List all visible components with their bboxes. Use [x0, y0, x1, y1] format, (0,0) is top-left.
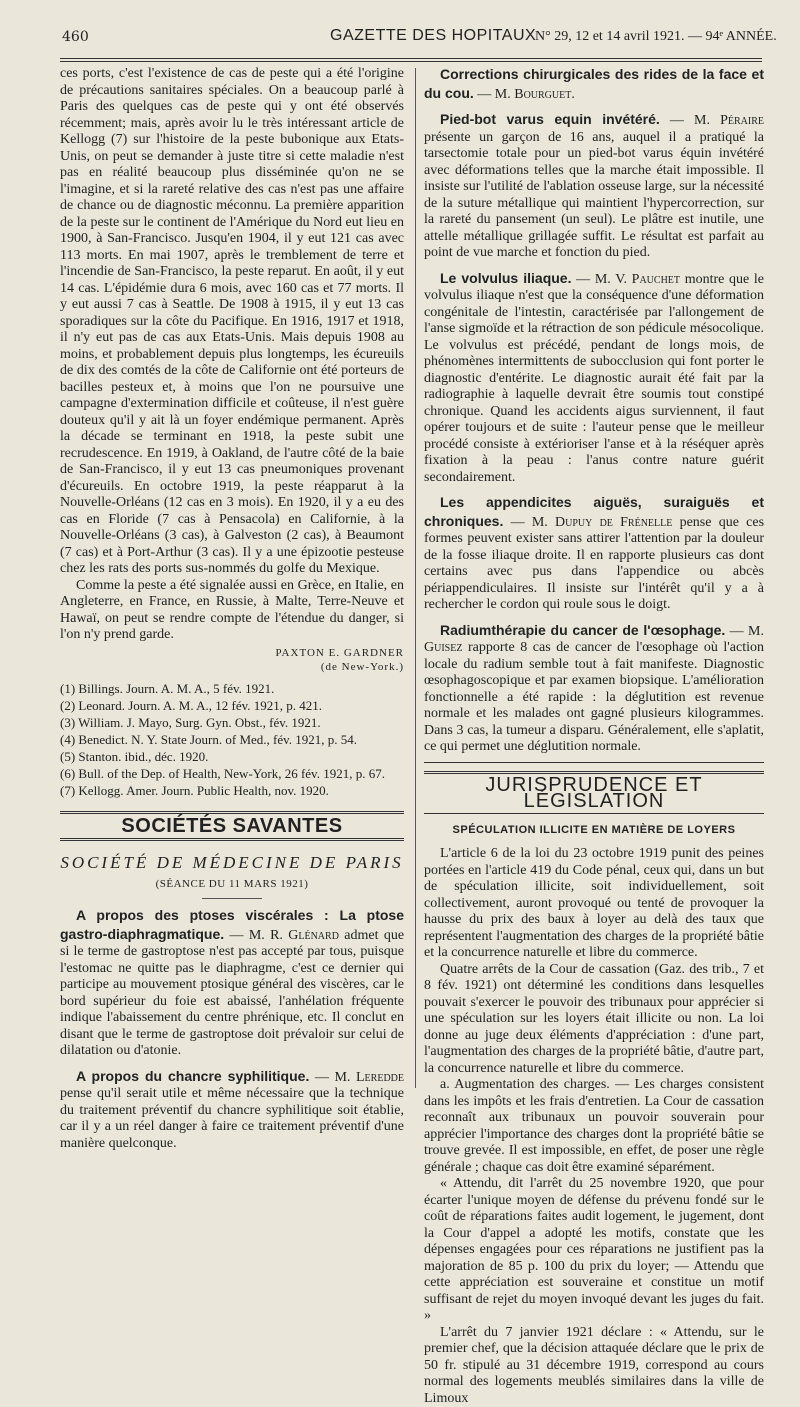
- appendicites-title: Les appendicites aiguës, suraiguës et chroniques.: [424, 494, 764, 529]
- references-list: [60, 680, 404, 799]
- appendicites-author: M. Dupuy de Frénelle: [532, 515, 673, 530]
- chancre-title: A propos du chancre syphilitique.: [76, 1068, 309, 1084]
- jurisprudence-paragraph: L'article 6 de la loi du 23 octobre 1919 punit des peines portées en l'article 419 du Code pénal, ceux qui, dans un but de spéculation illicite, soit individuellement, soit collectivement, auront provoqué ou tenté de provoquer la hausse du prix des baux à loyer au delà des taux que représentent l'augmentation des charges de la propriété bâtie et la concurrence naturelle et libre du commerce.: [424, 846, 764, 962]
- jurisprudence-paragraph: Quatre arrêts de la Cour de cassation (Gaz. des trib., 7 et 8 fév. 1921) ont déterminé les conditions dans lesquelles pouvait s'exercer le pouvoir des tribunaux pour apprécier si une spéculation sur les loyers était illicite ou non. La loi donne au juge deux éléments d'appréciation : d'une part, l'augmentation des charges de la propriété bâtie, d'autre part, la concurrence naturelle et libre du commerce.: [424, 962, 764, 1078]
- pied-title: Pied-bot varus equin invétéré.: [440, 111, 660, 127]
- section-title: SOCIÉTÉS SAVANTES: [60, 811, 404, 842]
- ptoses-author: M. R. Glénard: [249, 928, 339, 943]
- chancre-author: M. Leredde: [334, 1070, 404, 1085]
- volvulus-text: montre que le volvulus iliaque n'est que la conséquence d'une déformation congénitale de l'intestin, caractérisée par l'allongement de l'anse sigmoïde et la rétraction de son pédicule mésocolique. Le volvulus est précédé, pendant de longs mois, de phénomènes intermittents de subocclusion qui font porter le diagnostic d'entérite. Le diagnostic aurait été fait par la radiographie à laquelle devrait être soumis tout constipé chronique. Quand les accidents aigus surviennent, il faut opérer toujours et de suite : l'auteur pense que le meilleur procédé consiste à extérioriser l'anse et à la réséquer après fixation à la peau : l'anus contre nature guérit secondairement.: [424, 272, 764, 485]
- section-divider: [424, 762, 764, 763]
- volvulus-title: Le volvulus iliaque.: [440, 270, 571, 286]
- intro-paragraph: ces ports, c'est l'existence de cas de peste qui a été l'origine de précautions sanitaires spéciales. On a beaucoup parlé à Paris des quelques cas de peste qui y ont été observés récemment; mais, après avoir lu le très intéressant article de Kellogg (7) sur l'histoire de la peste bubonique aux Etats-Unis, on peut se demander à juste titre si cette maladie n'est pas en réalité beaucoup plus disséminée qu'on ne se l'imagine, et si la rareté relative des cas n'est pas une affaire de chance ou de diagnostic méconnu. La première apparition de la peste sur le continent de l'Amérique du Nord eut lieu en 1900, à San-Francisco. Jusqu'en 1904, il y eut 121 cas avec 113 morts. En mai 1907, après le tremblement de terre et l'incendie de San-Francisco, la peste reparut. En août, il y eut 14 cas. L'épidémie dura 6 mois, avec 160 cas et 77 morts. Il y eut aussi 7 cas à Seattle. De 1908 à 1915, il y eut 13 cas sporadiques sur la côte du Pacifique. En 1916, 1917 et 1918, il n'y eut pas de cas aux Etats-Unis. Mais depuis 1908 au moins, et probablement depuis plus longtemps, les écureuils de dix des comtés de la côte de Californie ont été porteurs de bacilles pesteux et, à moins que l'on ne poursuive une campagne d'extermination difficile et coûteuse, il n'est guère douteux qu'il y ait là un foyer endémique permanent. Après la décade se terminant en 1918, la peste subit une recrudescence. En 1919, à Oakland, de l'autre côté de la baie de San-Francisco, il y eut 13 cas pneumoniques provenant d'écureuils. En octobre 1919, la peste réapparut à la Nouvelle-Orléans (12 cas en 3 mois). En 1920, il y a eu des cas en Floride (7 cas à Pensacola) en Californie, à la Nouvelle-Orléans (3 cas), à Galveston (2 cas), à Beaumont (7 cas) et à Port-Arthur (3 cas). Il y a une épizootie pesteuse chez les rats des ports sus-nommés du golfe du Mexique.: [60, 66, 404, 578]
- right-column: [424, 66, 764, 1096]
- reference-item: (6) Bull. of the Dep. of Health, New-York, 26 fév. 1921, p. 67.: [60, 765, 404, 782]
- society-name: SOCIÉTÉ DE MÉDECINE DE PARIS: [60, 855, 404, 872]
- chancre-article: A propos du chancre syphilitique. — M. Leredde pense qu'il serait utile et même nécessaire que la technique du traitement préventif du chancre syphilitique soit établie, car il y a un réel danger à faire ce traitement préventif d'une manière quelconque.: [60, 1068, 404, 1153]
- page-header: [0, 24, 800, 54]
- left-column: [60, 66, 404, 1096]
- signature-name: PAXTON E. GARDNER: [60, 646, 404, 660]
- issue-info: N° 29, 12 et 14 avril 1921. — 94ᵉ ANNÉE.: [535, 29, 777, 45]
- jurisprudence-title: JURISPRUDENCE ET LÉGISLATION: [424, 771, 764, 814]
- column-divider: [415, 68, 416, 1088]
- short-divider: [202, 898, 262, 899]
- radium-title: Radiumthérapie du cancer de l'œsophage.: [440, 622, 725, 638]
- appendicites-article: Les appendicites aiguës, suraiguës et chroniques. — M. Dupuy de Frénelle pense que ces formes peuvent exister sans attirer l'attention par la douleur de la fosse iliaque droite. Il en rapporte plusieurs cas dont certains avec pus dans l'appendice ou abcès périappendiculaires. Il insiste sur l'intérêt qu'il y a à rechercher le cordon qui roule sous le doigt.: [424, 494, 764, 614]
- volvulus-article: Le volvulus iliaque. — M. V. Pauchet montre que le volvulus iliaque n'est que la conséquence d'une déformation congénitale de l'intestin, caractérisée par l'allongement de l'anse sigmoïde et la rétraction de son pédicule mésocolique. Le volvulus est précédé, pendant de longs mois, de phénomènes intermittents de subocclusion qui font porter le diagnostic d'entérite. Le diagnostic aurait été fait par la radiographie à laquelle devrait être soumis tout constipé chronique. Quand les accidents aigus surviennent, il faut opérer toujours et de suite : l'auteur pense que le meilleur procédé consiste à extérioriser l'anse et à la réséquer après fixation à la peau : l'anus contre nature guérit secondairement.: [424, 270, 764, 487]
- intro-paragraph: Comme la peste a été signalée aussi en Grèce, en Italie, en Angleterre, en France, en Russie, à Malte, Terre-Neuve et Hawaï, on peut se rendre compte de l'étendue du danger, si l'on n'y prend garde.: [60, 578, 404, 644]
- ptoses-article: A propos des ptoses viscérales : La ptose gastro-diaphragmatique. — M. R. Glénard admet que si le terme de gastroptose n'est pas accepté par tous, puisque l'estomac ne quitte pas le diaphragme, c'est ce dernier qui participe au mouvement ptosique général des viscères, car le bord supérieur du foie est abaissé, l'anhélation fréquente indique l'abaissement du centre phrénique, etc. Il conclut en disant que le terme de gastroptose doit prévaloir sur celui de dilatation ou d'atonie.: [60, 907, 404, 1060]
- page-number: 460: [62, 29, 89, 45]
- radium-text: rapporte 8 cas de cancer de l'œsophage où l'action locale du radium semble tout à fait manifeste. Diagnostic œsophagoscopique et par examen biopsique. L'amélioration fonctionnelle a été rapide : la déglutition est revenue normale et les malades ont gagné plusieurs kilogrammes. Dans 3 cas, la tumeur a disparu. Généralement, elle s'aplatit, ce qui permet une déglutition normale.: [424, 640, 764, 754]
- ptoses-title: A propos des ptoses viscérales : La ptose gastro-diaphragmatique.: [60, 907, 404, 942]
- jurisprudence-paragraph: a. Augmentation des charges. — Les charges consistent dans les impôts et les frais d'entretien. La Cour de cassation reconnaît aux tribunaux un pouvoir souverain pour apprécier l'importance des charges dont la propriété bâtie se trouve grevée. Il est impossible, en effet, de poser une règle générale ; chaque cas doit être examiné séparément.: [424, 1077, 764, 1176]
- reference-item: (5) Stanton. ibid., déc. 1920.: [60, 748, 404, 765]
- volvulus-author: M. V. Pauchet: [595, 272, 680, 287]
- corrections-author: — M. Bourguet.: [477, 87, 575, 102]
- jurisprudence-paragraph: « Attendu, dit l'arrêt du 25 novembre 1920, que pour écarter l'unique moyen de défense du prévenu fondé sur le coût de réparations faites audit logement, le jugement, dont la Cour d'appel a adopté les motifs, constate que les dépenses engagées pour ces réparations ne justifient pas la majoration de 85 p. 100 du prix du loyer; — Attendu que cette appréciation est souveraine et constitue un motif suffisant de rejet du moyen invoqué devant les juges du fait. »: [424, 1176, 764, 1325]
- reference-item: (3) William. J. Mayo, Surg. Gyn. Obst., fév. 1921.: [60, 714, 404, 731]
- appendicites-text: pense que ces formes peuvent exister sans attirer l'attention par la douleur de la fosse iliaque droite. Il en rapporte plusieurs cas dont certains avec pus dans l'appendice ou abcès périappendiculaires. Il insiste sur l'intérêt qu'il y a à rechercher le cordon qui roule sous le doigt.: [424, 515, 764, 613]
- ptoses-text: admet que si le terme de gastroptose n'est pas accepté par tous, puisque l'estomac ne quitte pas le diaphragme, c'est ce dernier qui participe au mouvement ptosique général des viscères, car le bord supérieur du foie est abaissé, l'anhélation fréquente indique l'abaissement du centre phrénique, etc. Il conclut en disant que le terme de gastroptose doit prévaloir sur celui de dilatation ou d'atonie.: [60, 928, 404, 1059]
- pied-text: présente un garçon de 16 ans, auquel il a pratiqué la tarsectomie totale pour un pied-bot varus équin invétéré avec déformations telles que la marche était impossible. Il insiste sur l'utilité de l'ablation osseuse large, sur la nécessité de la suture métallique qui maintient l'hypercorrection, sur la rareté du pansement (un seul). Le plâtre est inutile, une attelle métallique grillagée suffit. Le résultat est parfait au point de vue marche et fonction du pied.: [424, 130, 764, 261]
- journal-title: GAZETTE DES HOPITAUX: [330, 27, 536, 45]
- jurisprudence-paragraph: L'arrêt du 7 janvier 1921 déclare : « Attendu, sur le premier chef, que la décision attaquée déclare que le prix de 50 fr. stipulé au 31 décembre 1919, correspond au cours normal des logements meublés similaires dans la ville de Limoux: [424, 1325, 764, 1407]
- chancre-text: pense qu'il serait utile et même nécessaire que la technique du traitement préventif du chancre syphilitique soit établie, car il y a un réel danger à faire ce traitement préventif d'une manière quelconque.: [60, 1086, 404, 1151]
- header-rule-2: [60, 61, 762, 62]
- jurisprudence-subtitle: SPÉCULATION ILLICITE EN MATIÈRE DE LOYERS: [424, 822, 764, 839]
- session-date: (SÉANCE DU 11 MARS 1921): [60, 876, 404, 893]
- reference-item: (4) Benedict. N. Y. State Journ. of Med., fév. 1921, p. 54.: [60, 731, 404, 748]
- pied-author: M. Péraire: [694, 113, 764, 128]
- radium-article: Radiumthérapie du cancer de l'œsophage. — M. Guisez rapporte 8 cas de cancer de l'œsophage où l'action locale du radium semble tout à fait manifeste. Diagnostic œsophagoscopique et par examen biopsique. L'amélioration fonctionnelle a été rapide : la déglutition est revenue normale et les malades ont gagné plusieurs kilogrammes. Dans 3 cas, la tumeur a disparu. Généralement, elle s'aplatit, ce qui permet une déglutition normale.: [424, 622, 764, 756]
- pied-article: Pied-bot varus equin invétéré. — M. Péraire présente un garçon de 16 ans, auquel il a pratiqué la tarsectomie totale pour un pied-bot varus équin invétéré avec déformations telles que la marche était impossible. Il insiste sur l'utilité de l'ablation osseuse large, sur la nécessité de la suture métallique qui maintient l'hypercorrection, sur la rareté du pansement (un seul). Le plâtre est inutile, une attelle métallique grillagée suffit. Le résultat est parfait au point de vue marche et fonction du pied.: [424, 111, 764, 262]
- signature-place: (de New-York.): [60, 660, 404, 674]
- reference-item: (7) Kellogg. Amer. Journ. Public Health, nov. 1920.: [60, 782, 404, 799]
- header-rule: [60, 58, 762, 59]
- radium-author: M. Guisez: [424, 624, 764, 656]
- corrections-article: [424, 66, 764, 103]
- corrections-title: Corrections chirurgicales des rides de la face et du cou.: [424, 66, 764, 101]
- reference-item: (1) Billings. Journ. A. M. A., 5 fév. 1921.: [60, 680, 404, 697]
- reference-item: (2) Leonard. Journ. A. M. A., 12 fév. 1921, p. 421.: [60, 697, 404, 714]
- article-signature: [60, 646, 404, 674]
